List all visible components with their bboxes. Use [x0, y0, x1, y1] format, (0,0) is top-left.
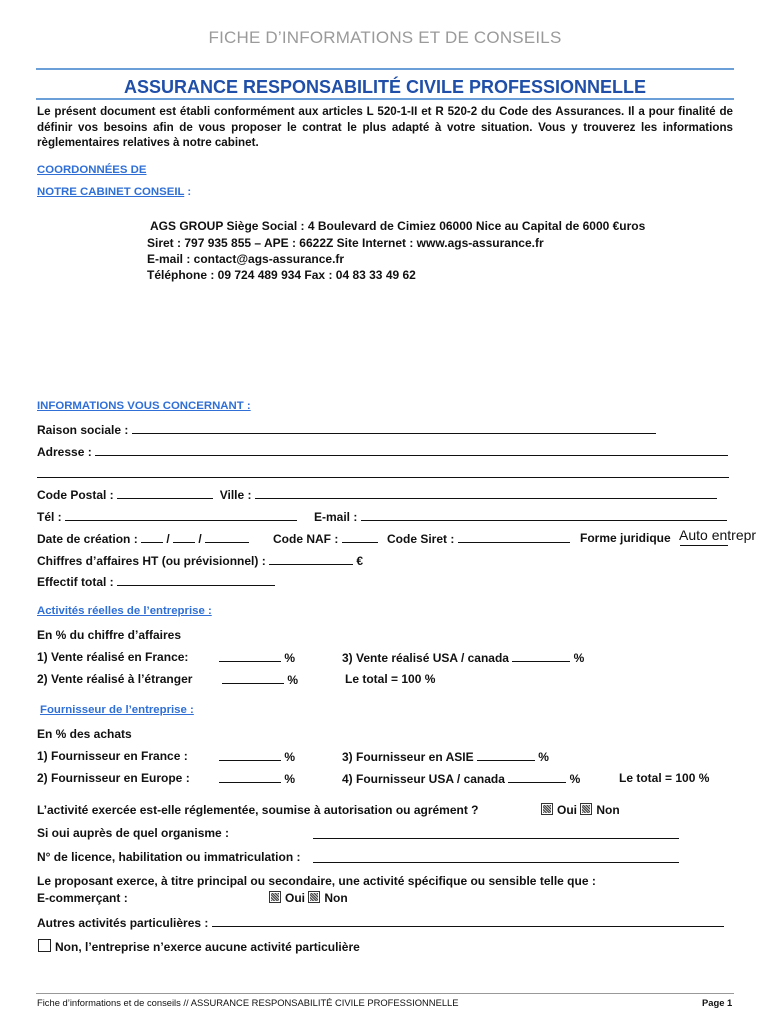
fournisseur-france-row	[219, 749, 295, 764]
cabinet-heading-line1: COORDONNÉES DE	[37, 164, 147, 176]
phone-label: Téléphone :	[147, 268, 218, 282]
email-field[interactable]	[361, 509, 727, 521]
ecommercant-choice	[269, 891, 348, 905]
fournisseur-europe-label: 2) Fournisseur en Europe :	[37, 771, 190, 785]
autres-field[interactable]	[212, 915, 724, 927]
cabinet-line-siret: Siret : 797 935 855 – APE : 6622Z Site Internet : www.ags-assurance.fr	[147, 236, 544, 250]
effectif-label: Effectif total :	[37, 575, 114, 589]
adresse-row-2	[37, 466, 729, 481]
adresse-field[interactable]	[95, 444, 728, 456]
activites-usa-field[interactable]	[512, 650, 570, 662]
date-month-field[interactable]	[173, 531, 195, 543]
licence-label: N° de licence, habilitation ou immatriculation :	[37, 850, 301, 864]
ville-label: Ville :	[219, 488, 252, 502]
cabinet-heading-colon: :	[184, 186, 192, 198]
cabinet-line-address: AGS GROUP Siège Social : 4 Boulevard de Cimiez 06000 Nice au Capital de 6000 €uros	[150, 219, 646, 233]
document-main-title: ASSURANCE RESPONSABILITÉ CIVILE PROFESSIONNELLE	[123, 77, 647, 97]
code-postal-row	[37, 487, 717, 502]
date-day-field[interactable]	[141, 531, 163, 543]
header-rule-bottom	[36, 98, 734, 100]
activites-etranger-label: 2) Vente réalisé à l’étranger	[37, 672, 193, 686]
fournisseur-europe-row	[219, 771, 295, 786]
aucune-row	[38, 939, 360, 954]
ecommercant-label: E-commerçant :	[37, 891, 128, 905]
tel-label: Tél :	[37, 510, 62, 524]
fournisseur-sub: En % des achats	[37, 727, 132, 741]
organisme-field[interactable]	[313, 838, 679, 839]
header-rule-top	[36, 68, 734, 70]
activites-france-label: 1) Vente réalisé en France:	[37, 650, 189, 664]
activites-france-row	[219, 650, 295, 665]
ville-field[interactable]	[255, 487, 717, 499]
proposant-text: Le proposant exerce, à titre principal ou secondaire, une activité spécifique ou sensible telle que :	[37, 874, 596, 888]
effectif-row	[37, 574, 275, 589]
raison-sociale-field[interactable]	[132, 422, 656, 434]
date-year-field[interactable]	[205, 531, 249, 543]
email-row	[314, 509, 727, 524]
reglementee-choice	[541, 803, 620, 817]
autres-label: Autres activités particulières :	[37, 916, 209, 930]
page-number: Page 1	[702, 997, 733, 1008]
date-creation-label: Date de création :	[37, 532, 138, 546]
question-reglementee: L’activité exercée est-elle réglementée, soumise à autorisation ou agrément ?	[37, 803, 479, 817]
date-creation-row	[37, 531, 249, 546]
date-slash-1: /	[166, 532, 170, 546]
activites-etranger-pct: %	[287, 673, 299, 687]
phone-value: 09 724 489 934	[217, 268, 302, 282]
code-postal-label: Code Postal :	[37, 488, 114, 502]
code-naf-label: Code NAF :	[273, 532, 339, 546]
adresse-label: Adresse :	[37, 445, 92, 459]
activites-usa-pct: %	[573, 651, 585, 665]
licence-field[interactable]	[313, 862, 679, 863]
ecommercant-non-checkbox[interactable]	[308, 891, 320, 903]
fournisseur-france-pct: %	[284, 750, 296, 764]
forme-juridique-underline	[680, 545, 728, 546]
ecommercant-oui-checkbox[interactable]	[269, 891, 281, 903]
footer-rule	[36, 993, 734, 994]
code-siret-label: Code Siret :	[387, 532, 455, 546]
fournisseur-europe-field[interactable]	[219, 771, 281, 783]
code-naf-row	[273, 531, 378, 546]
reglementee-oui-label: Oui	[557, 803, 577, 817]
ca-field[interactable]	[269, 553, 353, 565]
code-postal-field[interactable]	[117, 487, 213, 499]
code-siret-row	[387, 531, 570, 546]
fax-text: Fax : 04 83 33 49 62	[301, 268, 416, 282]
ca-row	[37, 553, 363, 568]
fournisseur-usa-field[interactable]	[508, 771, 566, 783]
cabinet-line-phone	[147, 268, 416, 282]
document-top-title: FICHE D’INFORMATIONS ET DE CONSEILS	[208, 28, 562, 47]
activites-sub: En % du chiffre d’affaires	[37, 628, 182, 642]
effectif-field[interactable]	[117, 574, 275, 586]
activites-france-pct: %	[284, 651, 296, 665]
fournisseur-france-field[interactable]	[219, 749, 281, 761]
cabinet-line-email: E-mail : contact@ags-assurance.fr	[147, 252, 345, 266]
ca-euro: €	[356, 554, 364, 568]
vous-heading: INFORMATIONS VOUS CONCERNANT :	[37, 400, 251, 412]
fournisseur-heading: Fournisseur de l’entreprise :	[40, 704, 194, 716]
aucune-label: Non, l’entreprise n’exerce aucune activité particulière	[55, 940, 360, 954]
aucune-checkbox[interactable]	[38, 939, 51, 952]
activites-heading: Activités réelles de l’entreprise :	[37, 605, 212, 617]
activites-france-field[interactable]	[219, 650, 281, 662]
reglementee-non-checkbox[interactable]	[580, 803, 592, 815]
fournisseur-asie-pct: %	[538, 750, 549, 764]
code-naf-field[interactable]	[342, 531, 378, 543]
ecommercant-oui-label: Oui	[285, 891, 305, 905]
autres-row	[37, 915, 724, 930]
raison-sociale-label: Raison sociale :	[37, 423, 129, 437]
email-label: E-mail :	[314, 510, 358, 524]
tel-row	[37, 509, 297, 524]
fournisseur-total: Le total = 100 %	[619, 771, 710, 785]
tel-field[interactable]	[65, 509, 297, 521]
footer-text: Fiche d’informations et de conseils // ASSURANCE RESPONSABILITÉ CIVILE PROFESSIONNELLE	[37, 997, 459, 1008]
adresse-row	[37, 444, 728, 459]
activites-usa-label: 3) Vente réalisé USA / canada	[342, 651, 509, 665]
organisme-label: Si oui auprès de quel organisme :	[37, 826, 230, 840]
forme-juridique-input[interactable]	[679, 526, 770, 544]
activites-etranger-field[interactable]	[222, 672, 284, 684]
activites-etranger-row	[222, 672, 298, 687]
reglementee-non-label: Non	[596, 803, 620, 817]
forme-juridique-label: Forme juridique	[580, 531, 671, 545]
fournisseur-asie-field[interactable]	[477, 749, 535, 761]
ecommercant-non-label: Non	[324, 891, 348, 905]
intro-paragraph: Le présent document est établi conformément aux articles L 520-1-II et R 520-2 du Code des Assurances. Il a pour finalité de définir vos besoins afin de vous proposer le contrat le plus adapté à votre situation. Vous y trouverez les informations règlementaires relatives à notre cabinet.	[37, 105, 733, 149]
reglementee-oui-checkbox[interactable]	[541, 803, 553, 815]
ca-label: Chiffres d’affaires HT (ou prévisionnel) :	[37, 554, 266, 568]
date-slash-2: /	[198, 532, 202, 546]
cabinet-heading-line2: NOTRE CABINET CONSEIL	[37, 186, 185, 198]
fournisseur-usa-pct: %	[569, 772, 581, 786]
fournisseur-europe-pct: %	[284, 772, 296, 786]
fournisseur-france-label: 1) Fournisseur en France :	[37, 749, 188, 763]
activites-total: Le total = 100 %	[345, 672, 436, 686]
raison-sociale-row	[37, 422, 656, 437]
fournisseur-asie-label: 3) Fournisseur en ASIE	[342, 750, 474, 764]
activites-usa-row	[342, 650, 584, 665]
code-siret-field[interactable]	[458, 531, 570, 543]
cabinet-heading	[37, 182, 191, 200]
fournisseur-asie-row	[342, 749, 549, 764]
fournisseur-usa-label: 4) Fournisseur USA / canada	[342, 772, 505, 786]
adresse-field-2[interactable]	[37, 466, 729, 478]
fournisseur-usa-row	[342, 771, 580, 786]
